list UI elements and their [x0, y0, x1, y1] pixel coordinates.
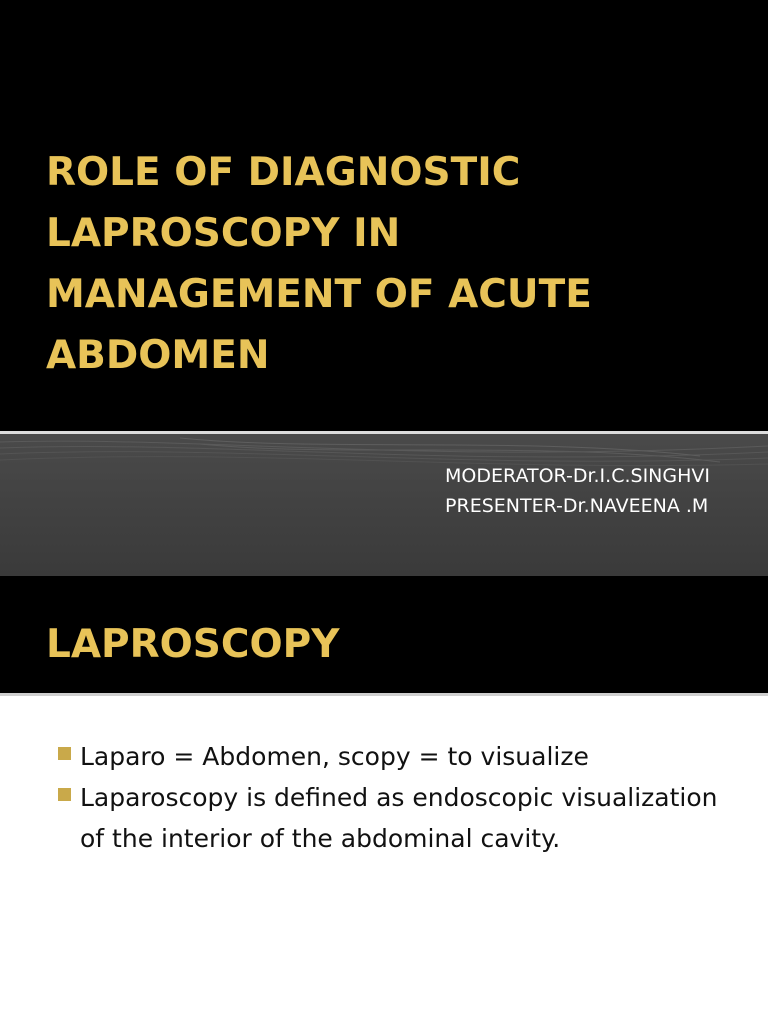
title-line: ABDOMEN	[46, 333, 270, 378]
bullet-item	[58, 777, 718, 859]
title-line: ROLE OF DIAGNOSTIC	[46, 150, 521, 195]
presenter-credit: PRESENTER-Dr.NAVEENA .M	[445, 495, 709, 517]
moderator-credit: MODERATOR-Dr.I.C.SINGHVI	[445, 465, 710, 487]
square-bullet-icon	[58, 788, 71, 801]
content-slide-body	[0, 696, 768, 1024]
subtitle-band	[0, 431, 768, 576]
square-bullet-icon	[58, 747, 71, 760]
title-slide-heading	[46, 142, 746, 386]
bullet-text: Laparoscopy is defined as endoscopic visualization of the interior of the abdominal cavity.	[80, 783, 718, 853]
content-slide-title: LAPROSCOPY	[46, 622, 340, 667]
title-line: LAPROSCOPY IN	[46, 211, 401, 256]
bullet-text: Laparo = Abdomen, scopy = to visualize	[80, 742, 589, 771]
title-line: MANAGEMENT OF ACUTE	[46, 272, 592, 317]
content-slide-header	[0, 576, 768, 696]
bullet-list	[58, 736, 718, 859]
bullet-item	[58, 736, 718, 777]
credits	[445, 461, 710, 521]
